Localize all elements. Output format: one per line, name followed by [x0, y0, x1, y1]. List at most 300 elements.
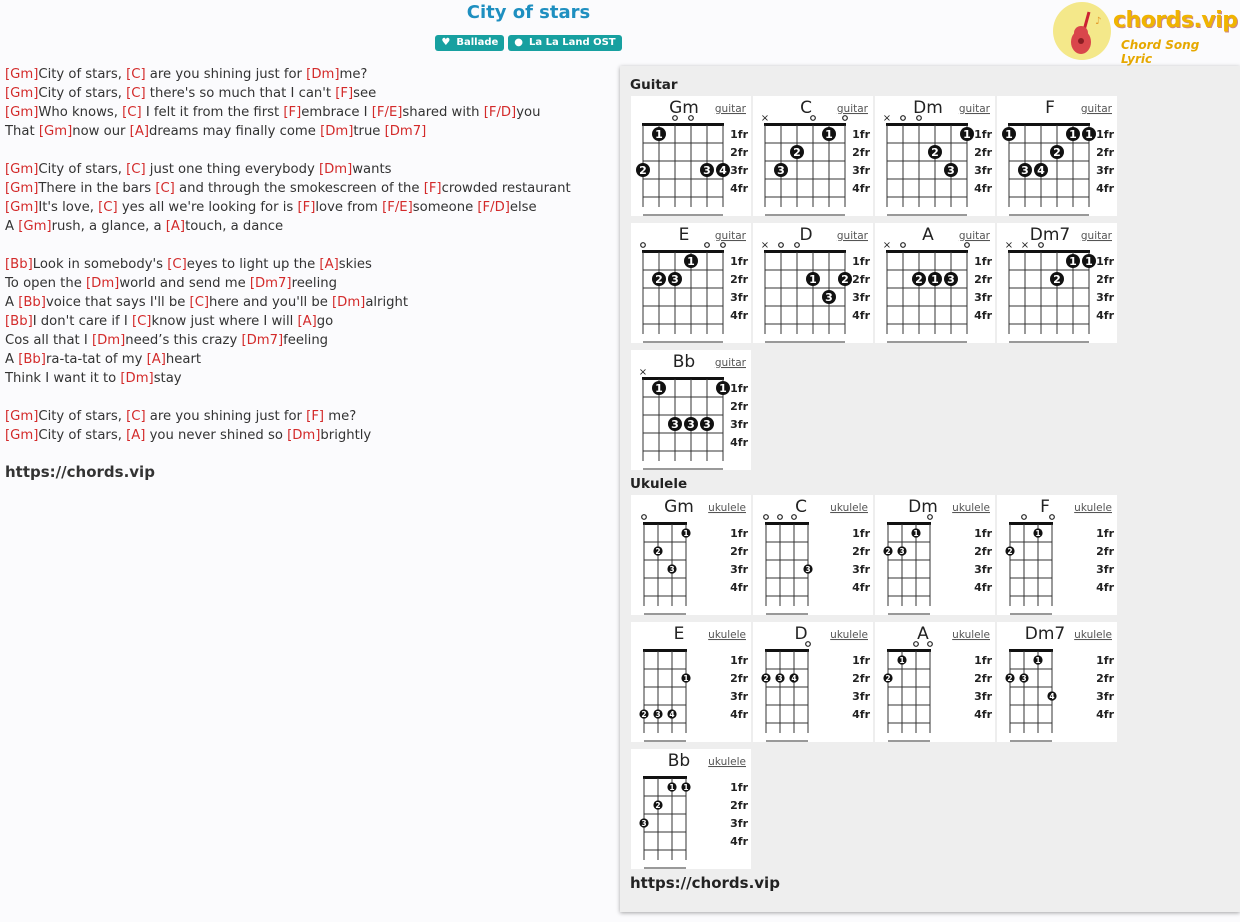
chord-marker[interactable]: [C]	[189, 295, 210, 310]
lyric-text: eyes to light up the	[186, 257, 320, 272]
ukulele-link[interactable]: ukulele	[708, 629, 746, 641]
fret-label: 4fr	[852, 581, 870, 594]
guitar-chord-svg	[631, 350, 751, 470]
fret-label: 2fr	[730, 799, 748, 812]
site-logo[interactable]	[1053, 2, 1238, 66]
lyric-text: and through the smokescreen of the	[174, 181, 424, 196]
ukulele-chord-diagram-dm[interactable]	[875, 495, 995, 615]
chord-marker[interactable]: [Dm7]	[249, 276, 292, 291]
chord-marker[interactable]: [F]	[297, 200, 316, 215]
finger-number: 2	[1053, 146, 1061, 159]
chord-marker[interactable]: [Gm]	[5, 409, 39, 424]
lyric-text: stay	[153, 371, 182, 386]
ukulele-link[interactable]: ukulele	[1074, 629, 1112, 641]
finger-number: 3	[687, 418, 695, 431]
guitar-chord-svg	[631, 223, 751, 343]
chord-marker[interactable]: [Dm]	[86, 276, 120, 291]
lyric-text: City of stars,	[38, 428, 127, 443]
guitar-chord-svg	[875, 96, 995, 216]
chord-marker[interactable]: [C]	[126, 162, 146, 177]
fret-label: 1fr	[1096, 128, 1114, 141]
chord-marker[interactable]: [A]	[319, 257, 339, 272]
guitar-chord-svg	[753, 96, 873, 216]
logo-text: chords.vip	[1113, 8, 1238, 33]
nut	[643, 522, 687, 525]
lyric-text: now our	[72, 124, 130, 139]
guitar-chord-svg	[631, 96, 751, 216]
fret-label: 2fr	[1096, 545, 1114, 558]
guitar-link[interactable]: guitar	[1080, 230, 1112, 242]
fret-label: 1fr	[730, 781, 748, 794]
ukulele-link[interactable]: ukulele	[830, 629, 868, 641]
chord-marker[interactable]: [C]	[126, 67, 146, 82]
finger-number: 2	[793, 146, 801, 159]
fret-label: 4fr	[730, 835, 748, 848]
finger-number: 1	[899, 656, 905, 665]
chord-marker[interactable]: [Gm]	[5, 181, 39, 196]
lyrics-line	[5, 274, 610, 293]
chord-marker[interactable]: [Gm]	[5, 162, 39, 177]
lyric-text: love from	[315, 200, 383, 215]
finger-number: 1	[1005, 128, 1013, 141]
open-string-marker	[806, 642, 811, 647]
nut	[887, 522, 931, 525]
finger-number: 1	[687, 255, 695, 268]
finger-number: 1	[1035, 656, 1041, 665]
lyric-text: ra-ta-tat of my	[45, 352, 147, 367]
finger-number: 3	[777, 674, 783, 683]
fret-label: 1fr	[974, 128, 992, 141]
logo-subtitle: Chord Song Lyric	[1121, 38, 1200, 66]
finger-number: 3	[1021, 164, 1029, 177]
lyric-text: else	[509, 200, 537, 215]
chord-marker[interactable]: [Dm]	[92, 333, 126, 348]
lyric-text: A	[5, 295, 19, 310]
chord-name: D	[794, 624, 808, 644]
lyric-text: wants	[352, 162, 392, 177]
chord-marker[interactable]: [F/D]	[483, 105, 517, 120]
chord-marker[interactable]: [A]	[165, 219, 186, 234]
chord-marker[interactable]: [C]	[98, 200, 118, 215]
ukulele-chord-svg	[997, 495, 1117, 615]
guitar-link[interactable]: guitar	[714, 357, 746, 369]
ukulele-chord-diagram-d[interactable]	[753, 622, 873, 742]
fret-label: 2fr	[974, 545, 992, 558]
open-string-marker	[965, 243, 970, 248]
chord-marker[interactable]: [Bb]	[5, 314, 33, 329]
fret-label: 2fr	[852, 273, 870, 286]
lyrics-blank-line	[5, 388, 610, 407]
fret-label: 2fr	[974, 146, 992, 159]
lyric-text: need’s this crazy	[125, 333, 242, 348]
ukulele-chord-diagram-a[interactable]	[875, 622, 995, 742]
finger-number: 3	[825, 291, 833, 304]
finger-number: 3	[655, 710, 661, 719]
lyric-text: dreams may finally come	[148, 124, 321, 139]
ukulele-section-title: Ukulele	[630, 476, 688, 492]
chord-marker[interactable]: [C]	[122, 105, 142, 120]
nut	[887, 649, 931, 652]
finger-number: 3	[947, 273, 955, 286]
nut	[1009, 649, 1053, 652]
ukulele-chord-svg	[631, 622, 751, 742]
person-icon: ●	[514, 37, 523, 48]
guitar-chord-diagram-bb[interactable]	[631, 350, 751, 470]
fret-label: 1fr	[1096, 527, 1114, 540]
lyrics-line	[5, 122, 610, 141]
finger-number: 1	[913, 529, 919, 538]
chord-marker[interactable]: [F]	[335, 86, 354, 101]
ukulele-chord-diagram-dm7[interactable]	[997, 622, 1117, 742]
lyric-text: rush, a glance, a	[51, 219, 166, 234]
guitar-chord-svg	[753, 223, 873, 343]
lyric-text: me?	[339, 67, 368, 82]
open-string-marker	[721, 243, 726, 248]
lyric-text: someone	[412, 200, 478, 215]
open-string-marker	[764, 515, 769, 520]
guitar-link[interactable]: guitar	[836, 103, 868, 115]
ukulele-chord-svg	[753, 622, 873, 742]
chord-marker[interactable]: [Gm]	[5, 105, 39, 120]
chord-name: Dm	[908, 497, 938, 517]
finger-number: 4	[719, 164, 727, 177]
nut	[642, 250, 724, 253]
fret-label: 3fr	[852, 563, 870, 576]
guitar-link[interactable]: guitar	[714, 230, 746, 242]
fret-label: 4fr	[974, 309, 992, 322]
fret-label: 1fr	[974, 255, 992, 268]
lyric-text: are you shining just for	[145, 67, 307, 82]
finger-number: 1	[683, 674, 689, 683]
chord-marker[interactable]: [F]	[306, 409, 325, 424]
lyric-text: embrace I	[301, 105, 372, 120]
fret-label: 2fr	[1096, 672, 1114, 685]
muted-string-marker: ×	[760, 240, 770, 251]
chord-name: C	[800, 98, 812, 118]
chord-marker[interactable]: [A]	[146, 352, 166, 367]
muted-string-marker: ×	[1020, 240, 1030, 251]
guitar-link[interactable]: guitar	[958, 103, 990, 115]
ukulele-link[interactable]: ukulele	[952, 502, 990, 514]
lyric-text: world and send me	[119, 276, 250, 291]
guitar-link[interactable]: guitar	[1080, 103, 1112, 115]
chord-marker[interactable]: [Dm]	[320, 124, 354, 139]
chord-marker[interactable]: [C]	[131, 314, 152, 329]
finger-number: 2	[1007, 547, 1013, 556]
chord-name: Bb	[672, 352, 696, 372]
lyrics-line	[5, 160, 610, 179]
lyrics-line	[5, 103, 610, 122]
lyric-text: are you shining just for	[145, 409, 307, 424]
fret-label: 4fr	[1096, 708, 1114, 721]
muted-string-marker: ×	[1004, 240, 1014, 251]
fret-label: 4fr	[974, 708, 992, 721]
fret-label: 3fr	[730, 817, 748, 830]
lyrics-line	[5, 84, 610, 103]
chord-marker[interactable]: [Gm]	[18, 219, 52, 234]
lyric-text: There in the bars	[38, 181, 156, 196]
fret-label: 4fr	[852, 708, 870, 721]
muted-string-marker: ×	[638, 367, 648, 378]
finger-number: 3	[899, 547, 905, 556]
nut	[1008, 123, 1090, 126]
chord-marker[interactable]: [F]	[283, 105, 302, 120]
chord-name: F	[1045, 98, 1055, 118]
finger-number: 2	[655, 273, 663, 286]
finger-number: 3	[671, 418, 679, 431]
lyric-text: Think I want it to	[5, 371, 121, 386]
finger-number: 1	[1035, 529, 1041, 538]
lyric-text: touch, a dance	[185, 219, 284, 234]
fret-label: 1fr	[974, 527, 992, 540]
chord-marker[interactable]: [C]	[167, 257, 187, 272]
ukulele-chord-svg	[631, 495, 751, 615]
lyric-text: Cos all that I	[5, 333, 92, 348]
open-string-marker	[901, 116, 906, 121]
fret-label: 4fr	[1096, 182, 1114, 195]
ukulele-link[interactable]: ukulele	[952, 629, 990, 641]
finger-number: 2	[763, 674, 769, 683]
finger-number: 2	[915, 273, 923, 286]
ukulele-link[interactable]: ukulele	[1074, 502, 1112, 514]
lyric-text: see	[353, 86, 377, 101]
open-string-marker	[792, 515, 797, 520]
fret-label: 1fr	[730, 128, 748, 141]
finger-number: 4	[791, 674, 797, 683]
lyric-text: crowded restaurant	[441, 181, 571, 196]
lyrics-line	[5, 65, 610, 84]
finger-number: 1	[809, 273, 817, 286]
chord-name: A	[917, 624, 929, 644]
chord-marker[interactable]: [Gm]	[5, 200, 39, 215]
finger-number: 2	[931, 146, 939, 159]
guitar-chord-diagram-dm7[interactable]	[997, 223, 1117, 343]
lyric-text: I felt it from the first	[141, 105, 284, 120]
open-string-marker	[928, 642, 933, 647]
fret-label: 2fr	[852, 545, 870, 558]
fret-label: 3fr	[730, 164, 748, 177]
open-string-marker	[1050, 515, 1055, 520]
lyrics-blank-line	[5, 141, 610, 160]
muted-string-marker: ×	[760, 113, 770, 124]
finger-number: 1	[931, 273, 939, 286]
chord-marker[interactable]: [Bb]	[18, 352, 46, 367]
fret-label: 1fr	[730, 654, 748, 667]
site-url-lyrics[interactable]: https://chords.vip	[5, 463, 155, 481]
finger-number: 3	[1021, 674, 1027, 683]
nut	[764, 123, 846, 126]
chord-name: E	[673, 624, 685, 644]
chord-marker[interactable]: [Dm]	[332, 295, 366, 310]
fret-label: 1fr	[852, 128, 870, 141]
chord-marker[interactable]: [Gm]	[38, 124, 73, 139]
finger-number: 2	[655, 801, 661, 810]
guitar-chord-svg	[997, 223, 1117, 343]
lyric-text: City of stars,	[38, 162, 127, 177]
fret-label: 4fr	[1096, 309, 1114, 322]
open-string-marker	[779, 243, 784, 248]
fret-label: 2fr	[730, 545, 748, 558]
chord-name: E	[678, 225, 690, 245]
ukulele-link[interactable]: ukulele	[708, 502, 746, 514]
guitar-chord-diagram-a[interactable]	[875, 223, 995, 343]
chord-name: D	[799, 225, 813, 245]
finger-number: 3	[777, 164, 785, 177]
finger-number: 1	[1069, 128, 1077, 141]
ukulele-chord-diagram-f[interactable]	[997, 495, 1117, 615]
lyrics-line	[5, 217, 610, 236]
lyric-text: Look in somebody's	[32, 257, 168, 272]
chord-marker[interactable]: [F/E]	[371, 105, 403, 120]
ukulele-link[interactable]: ukulele	[830, 502, 868, 514]
fret-label: 3fr	[974, 291, 992, 304]
fret-label: 2fr	[852, 146, 870, 159]
ukulele-chord-diagram-e[interactable]	[631, 622, 751, 742]
lyric-text: you never shined so	[145, 428, 288, 443]
lyric-text: City of stars,	[38, 67, 127, 82]
chord-marker[interactable]: [Gm]	[5, 86, 39, 101]
chord-name: Bb	[667, 751, 691, 771]
lyric-text: reeling	[291, 276, 337, 291]
site-url-panel[interactable]: https://chords.vip	[630, 874, 780, 892]
chord-marker[interactable]: [Dm]	[120, 371, 154, 386]
lyrics-block	[5, 65, 610, 445]
fret-label: 3fr	[1096, 291, 1114, 304]
chord-marker[interactable]: [Dm]	[287, 428, 321, 443]
fret-label: 2fr	[730, 400, 748, 413]
chord-marker[interactable]: [A]	[126, 428, 146, 443]
lyric-text: know just where I will	[151, 314, 298, 329]
guitar-chord-diagram-dm[interactable]	[875, 96, 995, 216]
fret-label: 4fr	[730, 436, 748, 449]
lyrics-line	[5, 312, 610, 331]
chord-marker[interactable]: [C]	[126, 86, 146, 101]
finger-number: 1	[963, 128, 971, 141]
finger-number: 1	[719, 382, 727, 395]
chord-marker[interactable]: [F/E]	[382, 200, 413, 215]
guitar-link[interactable]: guitar	[714, 103, 746, 115]
chord-marker[interactable]: [Dm7]	[384, 124, 427, 139]
fret-label: 1fr	[852, 654, 870, 667]
ukulele-chord-diagram-bb[interactable]	[631, 749, 751, 869]
guitar-link[interactable]: guitar	[836, 230, 868, 242]
chord-name: Gm	[669, 98, 699, 118]
fret-label: 4fr	[852, 309, 870, 322]
guitar-chord-diagram-gm[interactable]	[631, 96, 751, 216]
lyrics-blank-line	[5, 236, 610, 255]
chord-marker[interactable]: [Gm]	[5, 428, 39, 443]
open-string-marker	[778, 515, 783, 520]
lyric-text: heart	[165, 352, 202, 367]
finger-number: 2	[641, 710, 647, 719]
chord-name: A	[922, 225, 934, 245]
lyric-text: brightly	[320, 428, 372, 443]
chord-marker[interactable]: [Gm]	[5, 67, 39, 82]
heart-pulse-icon: ♥	[441, 37, 451, 48]
fret-label: 3fr	[852, 690, 870, 703]
fret-label: 1fr	[852, 255, 870, 268]
fret-label: 1fr	[730, 527, 748, 540]
chord-name: C	[795, 497, 807, 517]
guitar-chord-diagram-d[interactable]	[753, 223, 873, 343]
lyric-text: here and you'll be	[209, 295, 333, 310]
lyric-text: I don't care if I	[32, 314, 132, 329]
tag-artist-label: La La Land OST	[529, 37, 616, 48]
chord-marker[interactable]: [Dm]	[306, 67, 340, 82]
fret-label: 4fr	[1096, 581, 1114, 594]
finger-number: 4	[1037, 164, 1045, 177]
chord-marker[interactable]: [F]	[423, 181, 442, 196]
chord-marker[interactable]: [A]	[129, 124, 149, 139]
fret-label: 1fr	[730, 255, 748, 268]
lyrics-line	[5, 331, 610, 350]
svg-text:♪: ♪	[1095, 16, 1102, 27]
chord-marker[interactable]: [Bb]	[18, 295, 46, 310]
ukulele-link[interactable]: ukulele	[708, 756, 746, 768]
nut	[1009, 522, 1053, 525]
chord-marker[interactable]: [C]	[126, 409, 146, 424]
fret-label: 1fr	[974, 654, 992, 667]
tag-artist[interactable]	[508, 35, 621, 51]
fret-label: 4fr	[974, 182, 992, 195]
finger-number: 1	[669, 783, 675, 792]
guitar-link[interactable]: guitar	[958, 230, 990, 242]
ukulele-chord-svg	[875, 622, 995, 742]
open-string-marker	[843, 116, 848, 121]
finger-number: 3	[703, 164, 711, 177]
chord-name: Dm7	[1024, 624, 1066, 644]
tag-genre[interactable]	[435, 35, 504, 51]
ukulele-chord-diagram-gm[interactable]	[631, 495, 751, 615]
ukulele-chord-svg	[997, 622, 1117, 742]
guitar-chord-diagram-c[interactable]	[753, 96, 873, 216]
finger-number: 3	[671, 273, 679, 286]
chord-marker[interactable]: [Dm]	[318, 162, 353, 177]
chord-marker[interactable]: [Dm7]	[241, 333, 284, 348]
lyric-text: It's love,	[38, 200, 99, 215]
chord-marker[interactable]: [F/D]	[477, 200, 510, 215]
guitar-chord-diagram-e[interactable]	[631, 223, 751, 343]
guitar-chord-svg	[997, 96, 1117, 216]
open-string-marker	[641, 243, 646, 248]
fret-label: 4fr	[730, 581, 748, 594]
finger-number: 1	[1085, 255, 1093, 268]
finger-number: 4	[1049, 692, 1055, 701]
finger-number: 3	[805, 565, 811, 574]
lyric-text: you	[516, 105, 541, 120]
finger-number: 2	[639, 164, 647, 177]
lyric-text: shared with	[402, 105, 484, 120]
finger-number: 1	[1085, 128, 1093, 141]
chord-diagram-panel	[620, 66, 1240, 912]
ukulele-chord-diagram-c[interactable]	[753, 495, 873, 615]
fret-label: 1fr	[852, 527, 870, 540]
lyric-text: City of stars,	[38, 409, 127, 424]
open-string-marker	[642, 515, 647, 520]
chord-marker[interactable]: [C]	[155, 181, 175, 196]
song-title: City of stars	[466, 2, 591, 23]
fret-label: 2fr	[852, 672, 870, 685]
chord-name: Dm7	[1029, 225, 1071, 245]
chord-marker[interactable]: [A]	[297, 314, 317, 329]
fret-label: 2fr	[730, 146, 748, 159]
guitar-chord-diagram-f[interactable]	[997, 96, 1117, 216]
chord-name: Dm	[913, 98, 943, 118]
guitar-chord-svg	[875, 223, 995, 343]
fret-label: 4fr	[730, 309, 748, 322]
chord-marker[interactable]: [Bb]	[5, 257, 33, 272]
fret-label: 1fr	[1096, 654, 1114, 667]
